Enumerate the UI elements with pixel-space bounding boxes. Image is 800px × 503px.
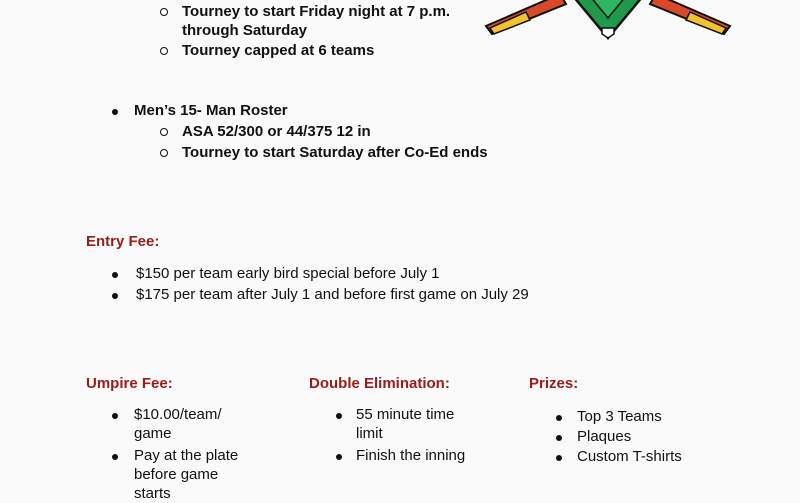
circle-bullet-icon <box>160 41 168 60</box>
circle-bullet-icon <box>160 2 168 21</box>
coed-detail-text: Tourney capped at 6 teams <box>182 42 375 59</box>
bullet-dot-icon <box>556 427 562 446</box>
bullet-dot-icon <box>112 264 118 283</box>
baseball-diamond-bats-icon <box>478 0 738 47</box>
mens-detail-text: ASA 52/300 or 44/375 12 in <box>182 123 371 140</box>
double-elimination-heading: Double Elimination: <box>309 375 450 392</box>
coed-detail-text: Tourney to start Friday night at 7 p.m. through Saturday <box>182 3 451 39</box>
bullet-dot-icon <box>556 407 562 426</box>
bullet-dot-icon <box>112 446 118 465</box>
field-diamond-icon <box>573 0 643 38</box>
bullet-dot-icon <box>556 447 562 466</box>
prizes-text: Custom T-shirts <box>577 448 682 465</box>
double-elimination-text: 55 minute time limit <box>356 406 455 442</box>
left-bat-icon <box>486 0 566 34</box>
circle-bullet-icon <box>160 143 168 162</box>
bullet-dot-icon <box>336 405 342 424</box>
entry-fee-text: $150 per team early bird special before July 1 <box>136 265 440 282</box>
circle-bullet-icon <box>160 122 168 141</box>
bullet-dot-icon <box>112 101 118 120</box>
umpire-fee-text: Pay at the plate before game starts <box>134 447 239 502</box>
bullet-dot-icon <box>336 446 342 465</box>
double-elimination-text: Finish the inning <box>356 447 466 464</box>
bullet-dot-icon <box>112 285 118 304</box>
prizes-heading: Prizes: <box>529 375 579 392</box>
entry-fee-heading: Entry Fee: <box>86 233 160 250</box>
right-bat-icon <box>650 0 730 34</box>
umpire-fee-heading: Umpire Fee: <box>86 375 173 392</box>
entry-fee-text: $175 per team after July 1 and before first game on July 29 <box>136 286 529 303</box>
mens-roster-title: Men’s 15- Man Roster <box>134 102 288 119</box>
bullet-dot-icon <box>112 405 118 424</box>
mens-detail-text: Tourney to start Saturday after Co-Ed ends <box>182 144 488 161</box>
prizes-text: Top 3 Teams <box>577 408 662 425</box>
prizes-text: Plaques <box>577 428 632 445</box>
umpire-fee-text: $10.00/team/ game <box>134 406 222 442</box>
